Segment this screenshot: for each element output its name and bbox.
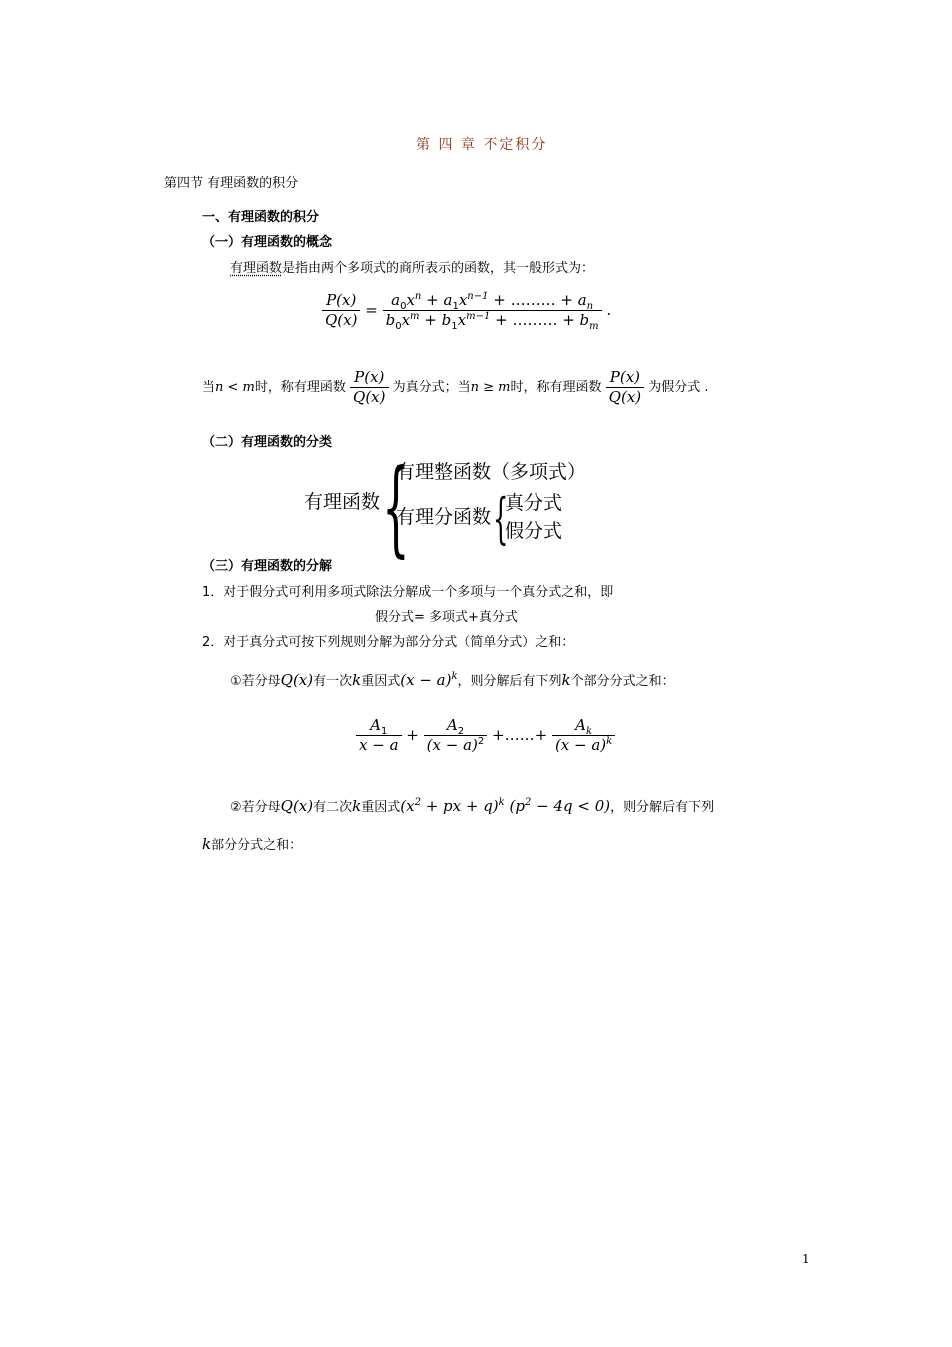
class-improper: 假分式	[505, 520, 563, 542]
case-2-line-2: k部分分式之和：	[202, 835, 303, 853]
case-1-text-b: 有一次	[313, 674, 353, 689]
section-title: 第四节 有理函数的积分	[164, 176, 299, 191]
dots: ………	[510, 291, 556, 309]
case-1-text-d: ，则分解后有下列	[457, 674, 562, 689]
dots: ………	[512, 311, 558, 329]
cond-mid2: 时，称有理函数	[510, 380, 602, 395]
cond-n-lt-m: n < m	[215, 380, 255, 395]
item-1-formula: 假分式= 多项式+真分式	[375, 610, 518, 625]
heading-classification: （二）有理函数的分类	[202, 435, 333, 450]
case-2-text-c: 重因式	[361, 800, 401, 815]
heading-rational-integral: 一、有理函数的积分	[202, 210, 320, 225]
cond-proper: 为真分式；当	[392, 380, 471, 395]
case-1-text-c: 重因式	[361, 674, 401, 689]
definition-paragraph	[230, 262, 594, 275]
class-root: 有理函数	[304, 491, 381, 513]
cond-mid1: 时，称有理函数	[254, 380, 346, 395]
page-number: 1	[802, 1252, 810, 1266]
case-1-formula: $\frac{A_1}{x - a}$ + $\frac{A_2}{(x - a)^2}$ +……+ $\frac{A_k}{(x - a)^k}$	[356, 718, 615, 753]
brace-outer: {	[382, 446, 410, 568]
chapter-title: 第 四 章 不定积分	[416, 137, 548, 153]
cond-n-ge-m: n ≥ m	[470, 380, 511, 395]
heading-decomposition: （三）有理函数的分解	[202, 559, 333, 574]
class-proper: 真分式	[505, 492, 563, 514]
case-2-text-d: ，则分解后有下列	[610, 800, 715, 815]
case-1-text-a: ①若分母	[230, 674, 281, 689]
class-fractional: 有理分函数	[396, 506, 492, 528]
item-1: 1．对于假分式可利用多项式除法分解成一个多项与一个真分式之和，即	[202, 585, 614, 600]
case-1-text-e: 个部分分式之和：	[570, 674, 675, 689]
item-2: 2．对于真分式可按下列规则分解为部分分式（简单分式）之和：	[202, 635, 575, 650]
fraction-condition-line: 当n < m时，称有理函数 $\frac{P(x)}{Q(x)}$ 为真分式；当n ≥ m时，称有理函数 $\frac{P(x)}{Q(x)}$ 为假分式 .	[202, 368, 709, 406]
definition-term: 有理函数	[230, 261, 283, 276]
case-2-text-a: ②若分母	[230, 800, 281, 815]
cond-when: 当	[202, 380, 216, 395]
case-1-line: ①若分母Q(x)有一次k重因式$(x - a)^k$，则分解后有下列k个部分分式之和：	[230, 671, 675, 689]
general-form-formula: $\frac{P(x)}{Q(x)}$ = $\frac{a_0x^n + a_1x^{n-1} + \dots\dots\dots + a_n}{b_0x^m + b_1x^{m-1} + \dots\dots\dots + b_m}$ .	[322, 293, 611, 328]
cond-improper: 为假分式 .	[648, 380, 709, 395]
brace-inner: {	[493, 487, 509, 550]
heading-concept: （一）有理函数的概念	[202, 235, 333, 250]
case-2-line: ②若分母Q(x)有二次k重因式($x^2$ + px + q)$^k$ $(p^2 - 4q < 0)$，则分解后有下列	[230, 797, 715, 815]
class-integral: 有理整函数（多项式）	[396, 461, 587, 483]
case-2-text-e: 部分分式之和：	[211, 838, 303, 853]
case-2-text-b: 有二次	[313, 800, 353, 815]
definition-text: 是指由两个多项式的商所表示的函数，其一般形式为：	[282, 261, 595, 276]
